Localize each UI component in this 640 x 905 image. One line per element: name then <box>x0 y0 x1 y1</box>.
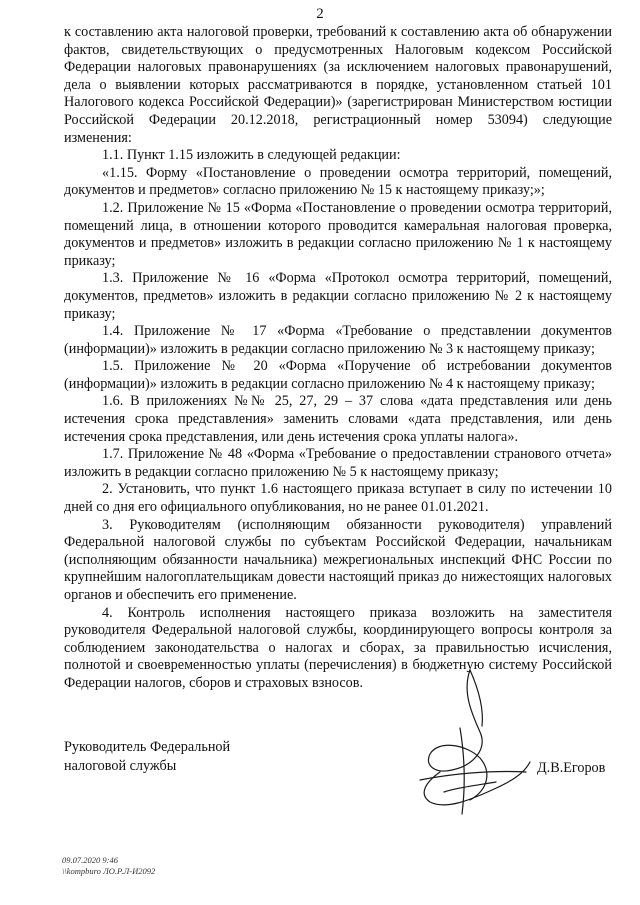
signer-name: Д.В.Егоров <box>537 760 606 776</box>
paragraph-item-1-5: 1.5. Приложение № 20 «Форма «Поручение об истребовании документов (информации)» изложить в редакции согласно приложению № 4 к настоящему приказу; <box>64 358 612 392</box>
paragraph-item-1-7: 1.7. Приложение № 48 «Форма «Требование о предоставлении странового отчета» изложить в редакции согласно приложению № 5 к настоящему приказу; <box>64 446 612 480</box>
paragraph-item-1-15: «1.15. Форму «Постановление о проведении осмотра территорий, помещений, документов и предметов» согласно приложению № 15 к настоящему приказу;»; <box>64 164 612 199</box>
paragraph-item-3: 3. Руководителям (исполняющим обязанности руководителя) управлений Федеральной налоговой службы по субъектам Российской Федерации, начальникам (исполняющим обязанности начальника) межрегиональных инспекций ФНС России по крупнейшим налогоплательщикам довести настоящий приказ до нижестоящих налоговых органов и обеспечить его применение. <box>64 516 612 603</box>
signer-position-line-1: Руководитель Федеральной <box>64 739 231 755</box>
paragraph-item-1-2: 1.2. Приложение № 15 «Форма «Постановление о проведении осмотра территорий, помещений лица, в отношении которого проводится камеральная налоговая проверка, документов и предметов» изложить в редакции согласно приложению № 1 к настоящему приказу; <box>64 199 612 269</box>
paragraph-item-1-3: 1.3. Приложение № 16 «Форма «Протокол осмотра территорий, помещений, документов, предметов» изложить в редакции согласно приложению № 2 к настоящему приказу; <box>64 270 612 322</box>
paragraph-item-1-1: 1.1. Пункт 1.15 изложить в следующей редакции: <box>102 147 401 164</box>
signature-block <box>64 738 230 776</box>
paragraph-item-1-6: 1.6. В приложениях №№ 25, 27, 29 – 37 слова «дата представления или день истечения срока представления» заменить словами «дата представления, или день истечения срока представления, или день истечения срока уплаты налога». <box>64 393 612 445</box>
paragraph-item-2: 2. Установить, что пункт 1.6 настоящего приказа вступает в силу по истечении 10 дней со дня его официального опубликования, но не ранее 01.01.2021. <box>64 481 612 516</box>
footer-timestamp: 09.07.2020 9:46 <box>62 855 118 865</box>
paragraph-item-1-4: 1.4. Приложение № 17 «Форма «Требование о представлении документов (информации)» изложить в редакции согласно приложению № 3 к настоящему приказу; <box>64 323 612 357</box>
signer-position-line-2: налоговой службы <box>64 758 177 774</box>
paragraph-item-4: 4. Контроль исполнения настоящего приказа возложить на заместителя руководителя Федеральной налоговой службы, координирующего вопросы контроля за соблюдением законодательства о налогах и сборах, за правильностью исчисления, полнотой и своевременностью уплаты (перечисления) в бюджетную систему Российской Федерации налогов, сборов и страховых взносов. <box>64 604 612 691</box>
paragraph-continuation: к составлению акта налоговой проверки, требований к составлению акта об обнаружении фактов, свидетельствующих о предусмотренных Налоговым кодексом Российской Федерации налоговых правонарушениях (за исключением налоговых правонарушений, дела о выявлении которых рассматриваются в порядке, установленном статьей 101 Налогового кодекса Российской Федерации)» (зарегистрирован Министерством юстиции Российской Федерации 20.12.2018, регистрационный номер 53094) следующие изменения: <box>64 24 612 146</box>
document-body <box>64 24 612 693</box>
footer-file-path: \\kompburo ЛО.Р.Л-И2092 <box>62 866 156 876</box>
handwritten-signature <box>400 662 540 822</box>
page-number: 2 <box>316 6 324 22</box>
footer-metadata <box>62 855 155 877</box>
